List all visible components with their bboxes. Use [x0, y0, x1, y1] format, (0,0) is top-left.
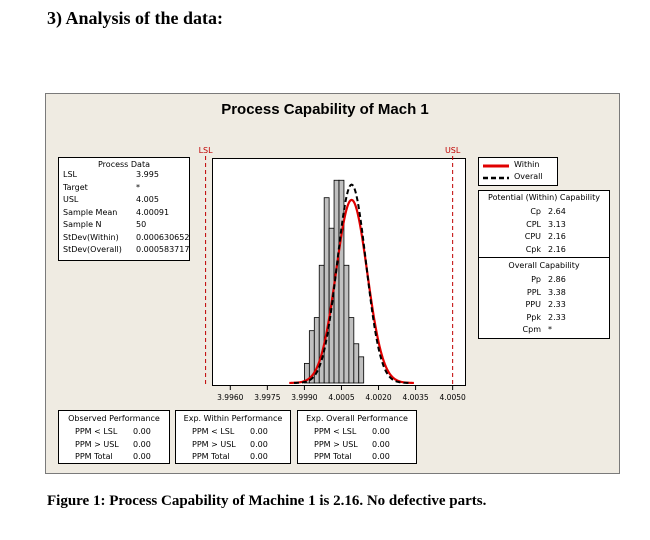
overall-stat-label: Cpm: [522, 325, 541, 334]
performance-title: Exp. Within Performance: [183, 414, 283, 423]
potential-stat-value: 2.16: [548, 232, 566, 241]
performance-value: 0.00: [133, 427, 151, 436]
potential-stat-label: Cp: [530, 207, 541, 216]
process-data-label: StDev(Within): [63, 232, 119, 242]
histogram-bar: [349, 318, 354, 383]
performance-title: Observed Performance: [68, 414, 160, 423]
overall-stat-label: Pp: [531, 275, 541, 284]
performance-title: Exp. Overall Performance: [306, 414, 408, 423]
process-data-label: USL: [63, 195, 79, 204]
overall-stat-label: PPU: [525, 300, 541, 309]
potential-stat-label: Cpk: [525, 244, 541, 254]
process-data-value: 0.000583717: [136, 245, 190, 254]
process-data-value: 0.000630652: [136, 232, 190, 242]
process-data-value: 3.995: [136, 170, 159, 179]
process-data-value: 4.005: [136, 195, 159, 204]
histogram-bar: [344, 265, 349, 383]
performance-value: 0.00: [250, 439, 268, 449]
process-data-label: Target: [63, 182, 88, 192]
performance-value: 0.00: [250, 452, 268, 461]
performance-value: 0.00: [250, 427, 268, 436]
x-tick-label: 4.0020: [365, 393, 392, 402]
overall-stat-value: 3.38: [548, 287, 566, 297]
performance-label: PPM > USL: [192, 439, 236, 449]
performance-label: PPM < LSL: [75, 427, 118, 436]
performance-label: PPM Total: [314, 452, 352, 461]
performance-value: 0.00: [372, 439, 390, 449]
overall-stat-label: PPL: [526, 287, 541, 297]
potential-stat-label: CPU: [524, 232, 541, 241]
chart-title: Process Capability of Mach 1: [221, 101, 429, 118]
potential-stat-label: CPL: [526, 219, 541, 229]
overall-stat-value: 2.86: [548, 275, 566, 284]
overall-stat-label: Ppk: [526, 312, 541, 322]
x-tick-label: 3.9990: [291, 393, 318, 402]
section-heading: 3) Analysis of the data:: [47, 8, 224, 28]
histogram-bar: [359, 357, 364, 383]
performance-label: PPM < LSL: [192, 427, 235, 436]
x-tick-label: 4.0050: [439, 393, 466, 402]
legend: [478, 157, 558, 186]
process-data-value: *: [136, 182, 140, 192]
performance-value: 0.00: [133, 452, 151, 461]
potential-stat-value: 3.13: [548, 219, 566, 229]
performance-label: PPM Total: [192, 452, 230, 461]
performance-label: PPM Total: [75, 452, 113, 461]
process-data-title: Process Data: [98, 160, 150, 169]
histogram-bar: [324, 198, 329, 383]
exp-within-performance-box: [175, 410, 291, 464]
legend-label: Overall: [514, 172, 543, 181]
process-data-label: StDev(Overall): [63, 245, 122, 254]
process-data-value: 50: [136, 220, 147, 229]
legend-label: Within: [514, 160, 540, 169]
process-data-box: [58, 157, 190, 261]
overall-capability-title: Overall Capability: [508, 261, 580, 270]
overall-stat-value: *: [548, 325, 552, 334]
exp-overall-performance-box: [297, 410, 417, 464]
x-tick-label: 4.0005: [328, 393, 355, 402]
process-data-label: Sample N: [63, 220, 102, 229]
performance-label: PPM < LSL: [314, 427, 357, 436]
spec-limit-label: USL: [444, 146, 461, 155]
potential-capability-box: [478, 190, 610, 258]
overall-stat-value: 2.33: [548, 312, 566, 322]
x-tick-label: 3.9960: [217, 393, 244, 402]
observed-performance-box: [58, 410, 170, 464]
histogram-plot: [212, 158, 466, 386]
legend-swatches: [481, 159, 511, 186]
histogram-bar: [339, 180, 344, 383]
performance-value: 0.00: [133, 439, 151, 449]
x-tick-label: 3.9975: [254, 393, 281, 402]
potential-capability-title: Potential (Within) Capability: [488, 193, 600, 202]
figure-caption: Figure 1: Process Capability of Machine 1 is 2.16. No defective parts.: [47, 493, 487, 509]
process-data-label: Sample Mean: [63, 207, 118, 217]
performance-label: PPM > USL: [314, 439, 358, 449]
performance-value: 0.00: [372, 452, 390, 461]
histogram-svg: [213, 159, 465, 385]
performance-value: 0.00: [372, 427, 390, 436]
potential-stat-value: 2.64: [548, 207, 566, 216]
histogram-bar: [354, 344, 359, 383]
performance-label: PPM > USL: [75, 439, 119, 449]
overall-stat-value: 2.33: [548, 300, 566, 309]
process-data-value: 4.00091: [136, 207, 170, 217]
process-data-label: LSL: [63, 170, 77, 179]
spec-limit-label: LSL: [198, 146, 213, 155]
overall-capability-box: [478, 257, 610, 339]
potential-stat-value: 2.16: [548, 244, 566, 254]
x-tick-label: 4.0035: [402, 393, 429, 402]
